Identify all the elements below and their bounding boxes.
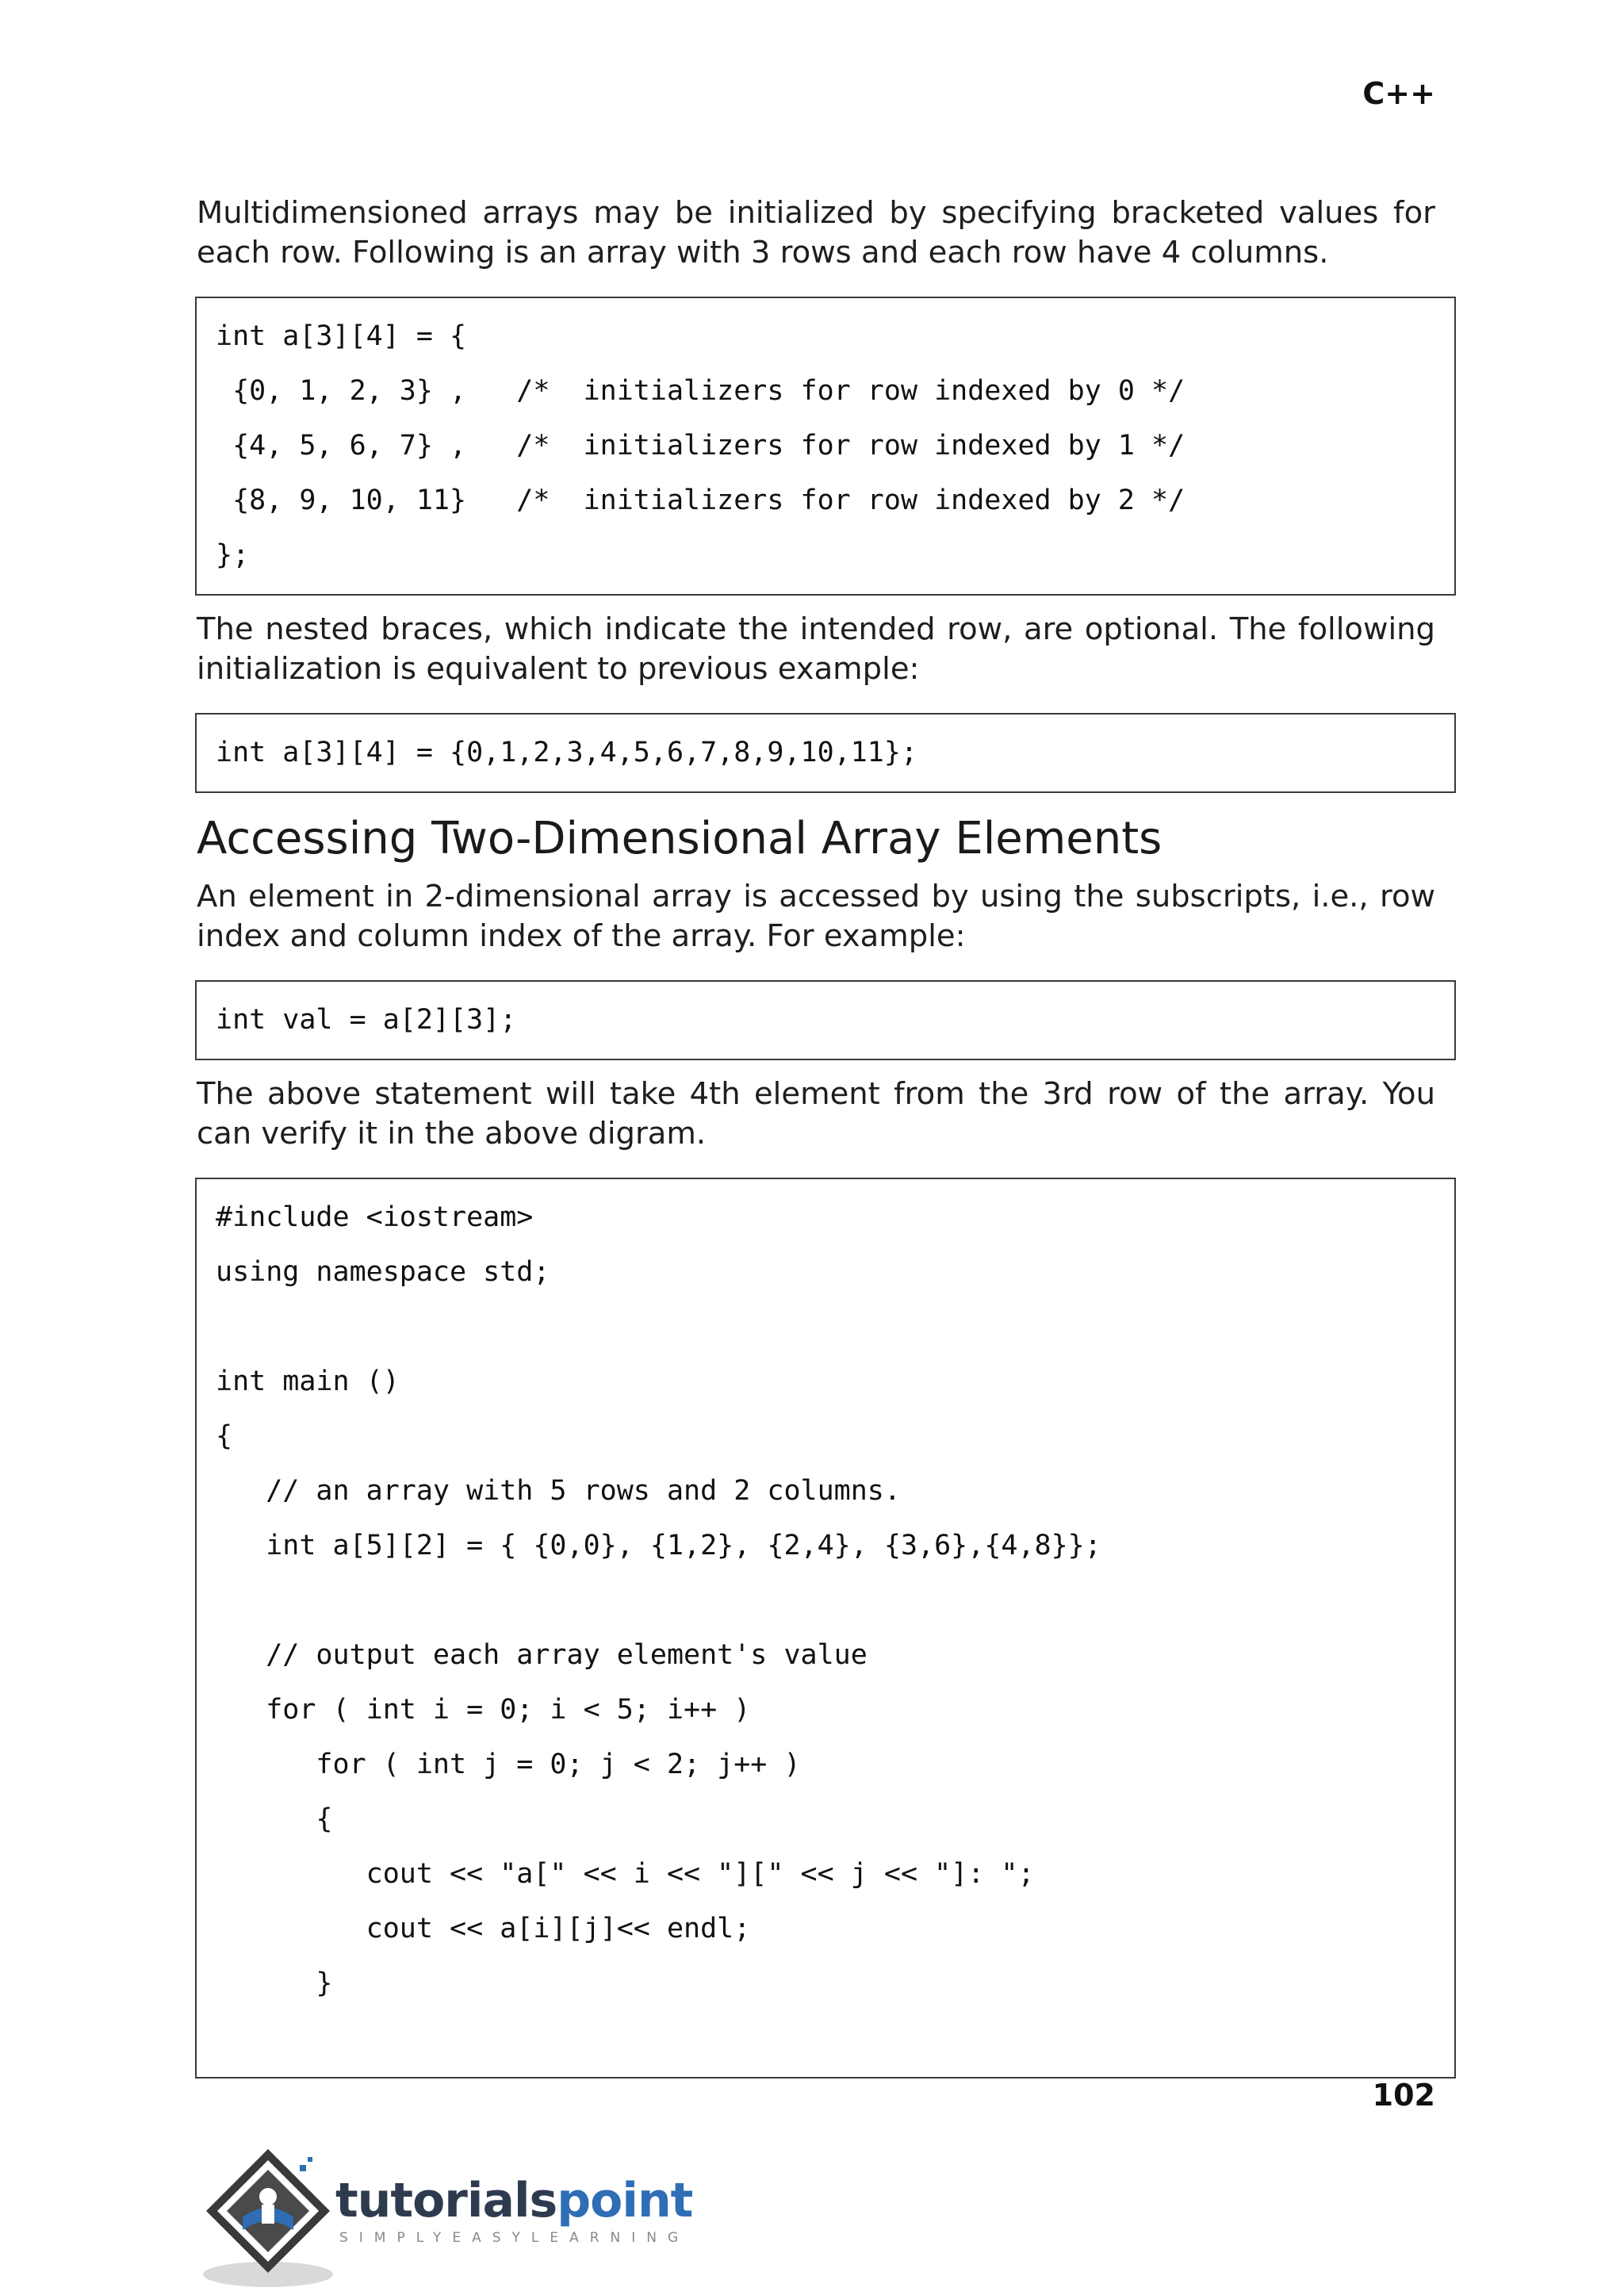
logo-wordmark: tutorialspoint (335, 2173, 693, 2228)
access-paragraph: An element in 2-dimensional array is accessed by using the subscripts, i.e., row index and column index of the array. For example: (197, 879, 1435, 954)
code-line (216, 1573, 1435, 1628)
intro-paragraph: Multidimensioned arrays may be initialized by specifying bracketed values for each row. Following is an array with 3 rows and each row have 4 columns. (197, 195, 1435, 270)
code-line: { (216, 1803, 333, 1835)
code-line: int main () (216, 1366, 400, 1397)
running-header: C++ (1362, 76, 1435, 111)
code-line: int a[3][4] = { (216, 320, 467, 352)
tutorialspoint-logo (197, 2141, 693, 2292)
code-line: using namespace std; (216, 1256, 550, 1288)
logo-tagline: SIMPLYEASYLEARNING (339, 2230, 690, 2246)
code-line: } (216, 1967, 333, 1999)
code-block-example-program (195, 1178, 1456, 2079)
code-line: { (216, 1420, 233, 1452)
code-line: cout << "a[" << i << "][" << j << "]: "; (216, 1858, 1035, 1890)
code-line: }; (216, 539, 250, 571)
code-line: int a[3][4] = {0,1,2,3,4,5,6,7,8,9,10,11}; (216, 737, 918, 768)
code-line: for ( int i = 0; i < 5; i++ ) (216, 1694, 751, 1726)
code-line: int a[5][2] = { {0,0}, {1,2}, {2,4}, {3,6},{4,8}}; (216, 1530, 1101, 1561)
code-line: {8, 9, 10, 11} /* initializers for row indexed by 2 */ (216, 485, 1185, 516)
code-line (216, 2011, 1435, 2066)
code-line: // an array with 5 rows and 2 columns. (216, 1475, 901, 1507)
code-line: {0, 1, 2, 3} , /* initializers for row indexed by 0 */ (216, 375, 1185, 407)
code-line: {4, 5, 6, 7} , /* initializers for row indexed by 1 */ (216, 430, 1185, 462)
section-heading: Accessing Two-Dimensional Array Elements (197, 813, 1162, 864)
logo-diamond-icon (197, 2141, 339, 2292)
statement-paragraph: The above statement will take 4th element from the 3rd row of the array. You can verify it in the above digram. (197, 1076, 1435, 1151)
code-block-init (195, 297, 1456, 596)
code-line: #include <iostream> (216, 1201, 534, 1233)
nested-braces-paragraph: The nested braces, which indicate the intended row, are optional. The following initialization is equivalent to previous example: (197, 611, 1435, 687)
code-line: cout << a[i][j]<< endl; (216, 1913, 751, 1944)
code-line: // output each array element's value (216, 1639, 868, 1671)
code-block-flat-init (195, 713, 1456, 793)
code-line (216, 1300, 1435, 1354)
code-line: for ( int j = 0; j < 2; j++ ) (216, 1749, 801, 1780)
code-block-access (195, 980, 1456, 1060)
page-content (197, 193, 1435, 2079)
page-number: 102 (1372, 2078, 1435, 2113)
code-line: int val = a[2][3]; (216, 1004, 517, 1036)
